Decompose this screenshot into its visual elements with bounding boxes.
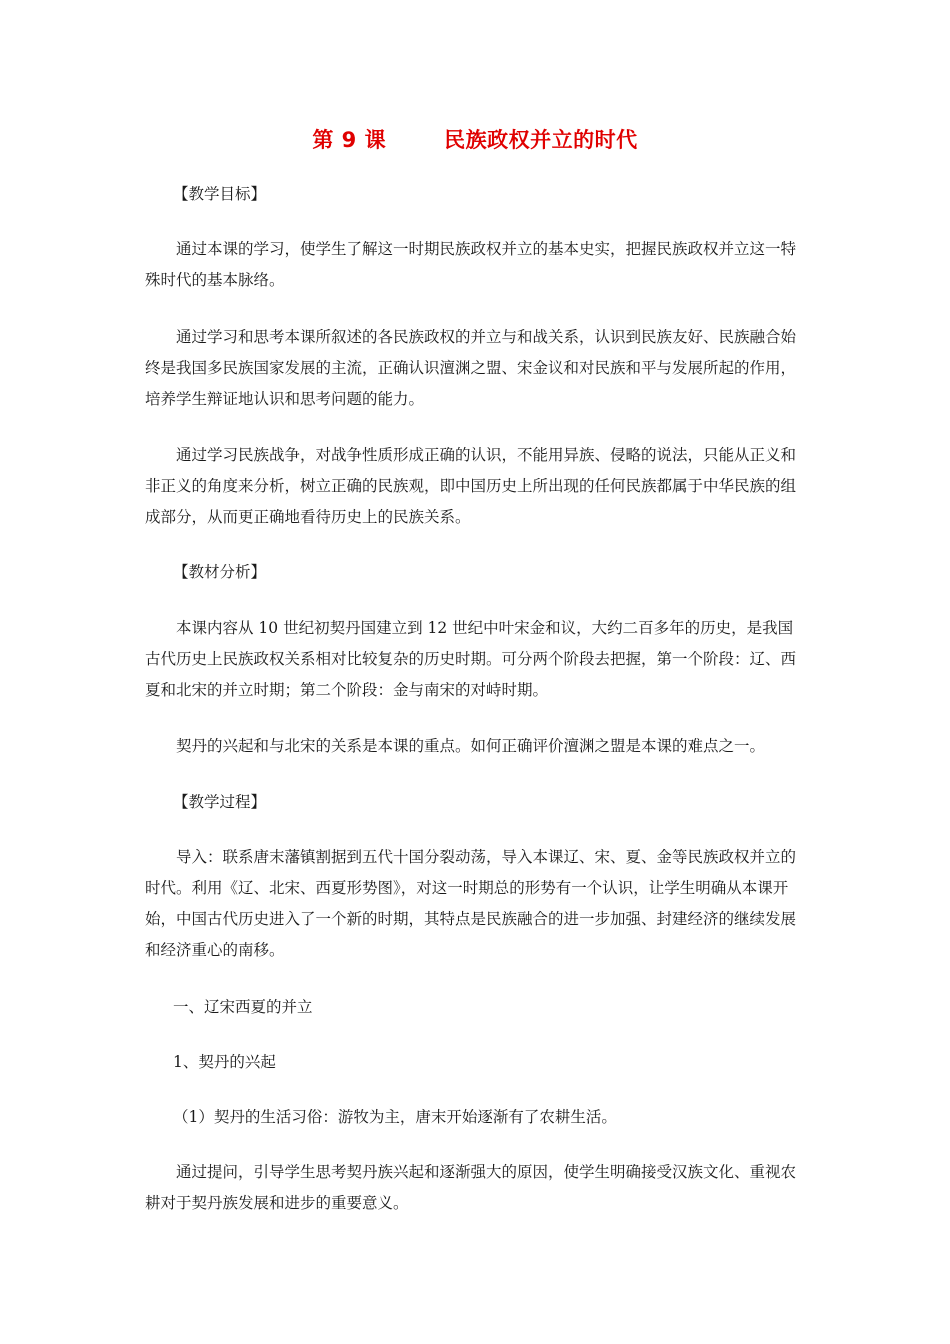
objective-paragraph-2: 通过学习和思考本课所叙述的各民族政权的并立与和战关系，认识到民族友好、民族融合始终是我国多民族国家发展的主流，正确认识澶渊之盟、宋金议和对民族和平与发展所起的作用，培养学生辩证地认识和思考问题的能力。 [145,328,797,408]
process-heading: 【教学过程】 [173,793,267,811]
page-title [0,124,950,154]
objective-paragraph-3: 通过学习民族战争，对战争性质形成正确的认识，不能用异族、侵略的说法，只能从正义和非正义的角度来分析，树立正确的民族观，即中国历史上所出现的任何民族都属于中华民族的组成部分，从而更正确地看待历史上的民族关系。 [145,446,797,526]
guide-paragraph: 通过提问，引导学生思考契丹族兴起和逐渐强大的原因，使学生明确接受汉族文化、重视农耕对于契丹族发展和进步的重要意义。 [145,1163,797,1212]
lesson-name: 民族政权并立的时代 [444,128,638,152]
objectives-heading: 【教学目标】 [173,185,267,203]
lesson-number: 第 9 课 [312,128,387,152]
part-1-heading: 一、辽宋西夏的并立 [173,998,313,1016]
analysis-heading: 【教材分析】 [173,563,267,581]
analysis-paragraph-2: 契丹的兴起和与北宋的关系是本课的重点。如何正确评价澶渊之盟是本课的难点之一。 [176,737,766,755]
subsection-1-1: （1）契丹的生活习俗：游牧为主，唐末开始逐渐有了农耕生活。 [173,1108,617,1126]
subsection-1-heading: 1、契丹的兴起 [173,1053,276,1071]
objective-paragraph-1: 通过本课的学习，使学生了解这一时期民族政权并立的基本史实，把握民族政权并立这一特殊时代的基本脉络。 [145,240,797,289]
analysis-paragraph-1: 本课内容从 10 世纪初契丹国建立到 12 世纪中叶宋金和议，大约二百多年的历史，是我国古代历史上民族政权关系相对比较复杂的历史时期。可分两个阶段去把握，第一个阶段：辽、西夏和北宋的并立时期；第二个阶段：金与南宋的对峙时期。 [145,619,797,699]
intro-paragraph: 导入：联系唐末藩镇割据到五代十国分裂动荡，导入本课辽、宋、夏、金等民族政权并立的时代。利用《辽、北宋、西夏形势图》，对这一时期总的形势有一个认识，让学生明确从本课开始，中国古代历史进入了一个新的时期，其特点是民族融合的进一步加强、封建经济的继续发展和经济重心的南移。 [145,848,797,959]
